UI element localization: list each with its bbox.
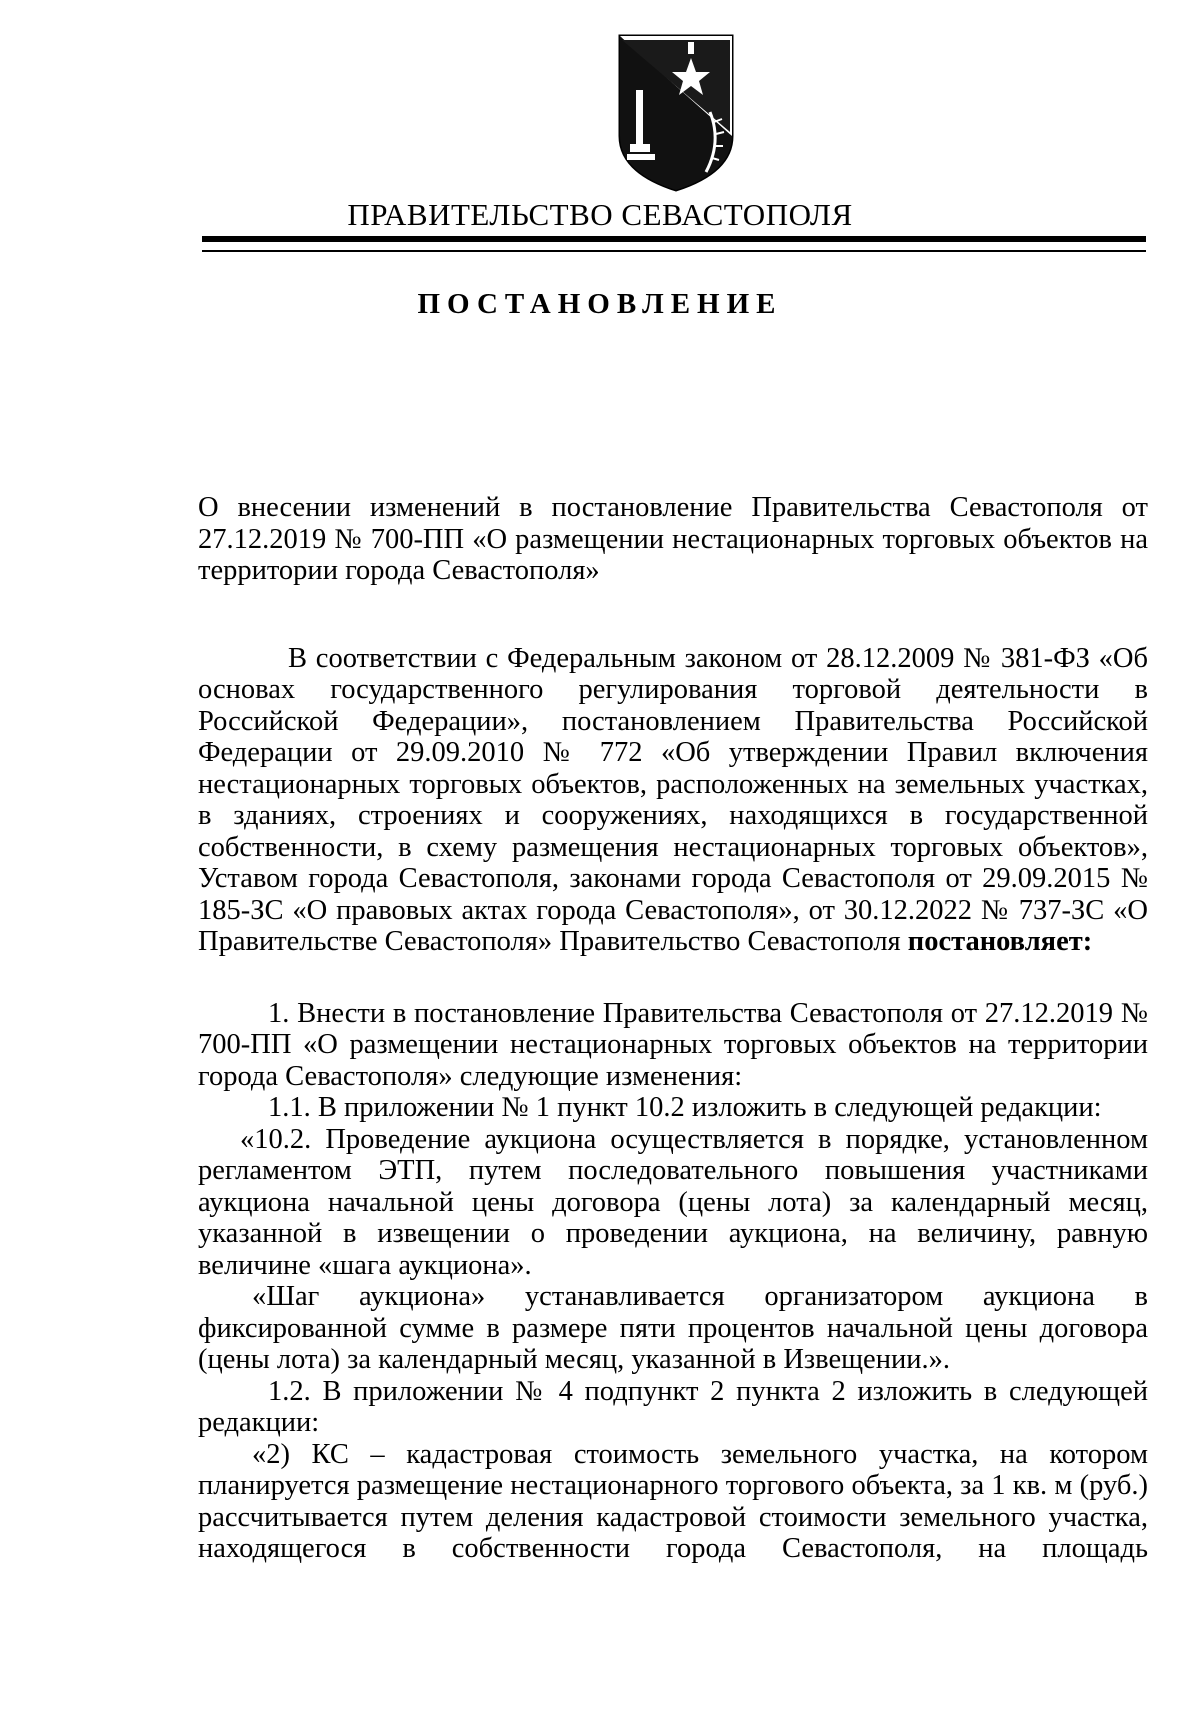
government-title: ПРАВИТЕЛЬСТВО СЕВАСТОПОЛЯ: [347, 197, 853, 232]
document-type: ПОСТАНОВЛЕНИЕ: [417, 288, 783, 320]
header-divider-thick: [202, 236, 1146, 242]
item-1: 1. Внести в постановление Правительства Севастополя от 27.12.2019 № 700-ПП «О размещении нестационарных торговых объектов на территории города Севастополя» следующие изменения:: [198, 997, 1148, 1092]
item-1-1: 1.1. В приложении № 1 пункт 10.2 изложить в следующей редакции:: [268, 1092, 1102, 1123]
item-1-1-text-a: «10.2. Проведение аукциона осуществляется в порядке, установленном регламентом ЭТП, путем последовательного повышения участниками аукциона начальной цены договора (цены лота) за календарный месяц, указанной в извещении о проведении аукциона, на величину, равную величине «шага аукциона».: [198, 1123, 1148, 1281]
document-body: [198, 492, 1148, 1565]
resolves-word: постановляет:: [907, 926, 1093, 957]
item-1-2-text: «2) КС – кадастровая стоимость земельного участка, на котором планируется размещение нестационарного торгового объекта, за 1 кв. м (руб.) рассчитывается путем деления кадастровой стоимости земельного участка, находящегося в собственности города Севастополя, на площадь: [198, 1438, 1148, 1564]
header-divider-thin: [202, 250, 1146, 252]
item-1-2: 1.2. В приложении № 4 подпункт 2 пункта 2 изложить в следующей редакции:: [198, 1375, 1148, 1438]
preamble-text: В соответствии с Федеральным законом от 28.12.2009 № 381-ФЗ «Об основах государственного регулирования торговой деятельности в Российской Федерации», постановлением Правительства Российской Федерации от 29.09.2010 № 772 «Об утверждении Правил включения нестационарных торговых объектов, расположенных на земельных участках, в зданиях, строениях и сооружениях, находящихся в государственной собственности, в схему размещения нестационарных торговых объектов», Уставом города Севастополя, законами города Севастополя от 29.09.2015 № 185-ЗС «О правовых актах города Севастополя», от 30.12.2022 № 737-ЗС «О Правительстве Севастополя» Правительство Севастополя: [198, 642, 1148, 957]
sevastopol-coat-of-arms-icon: [614, 32, 738, 192]
item-1-1-text-b: «Шаг аукциона» устанавливается организатором аукциона в фиксированной сумме в размере пяти процентов начальной цены договора (цены лота) за календарный месяц, указанной в Извещении.».: [198, 1281, 1148, 1375]
preamble: [198, 643, 1148, 958]
document-subject: О внесении изменений в постановление Правительства Севастополя от 27.12.2019 № 700-ПП «О размещении нестационарных торговых объектов на территории города Севастополя»: [198, 492, 1148, 586]
